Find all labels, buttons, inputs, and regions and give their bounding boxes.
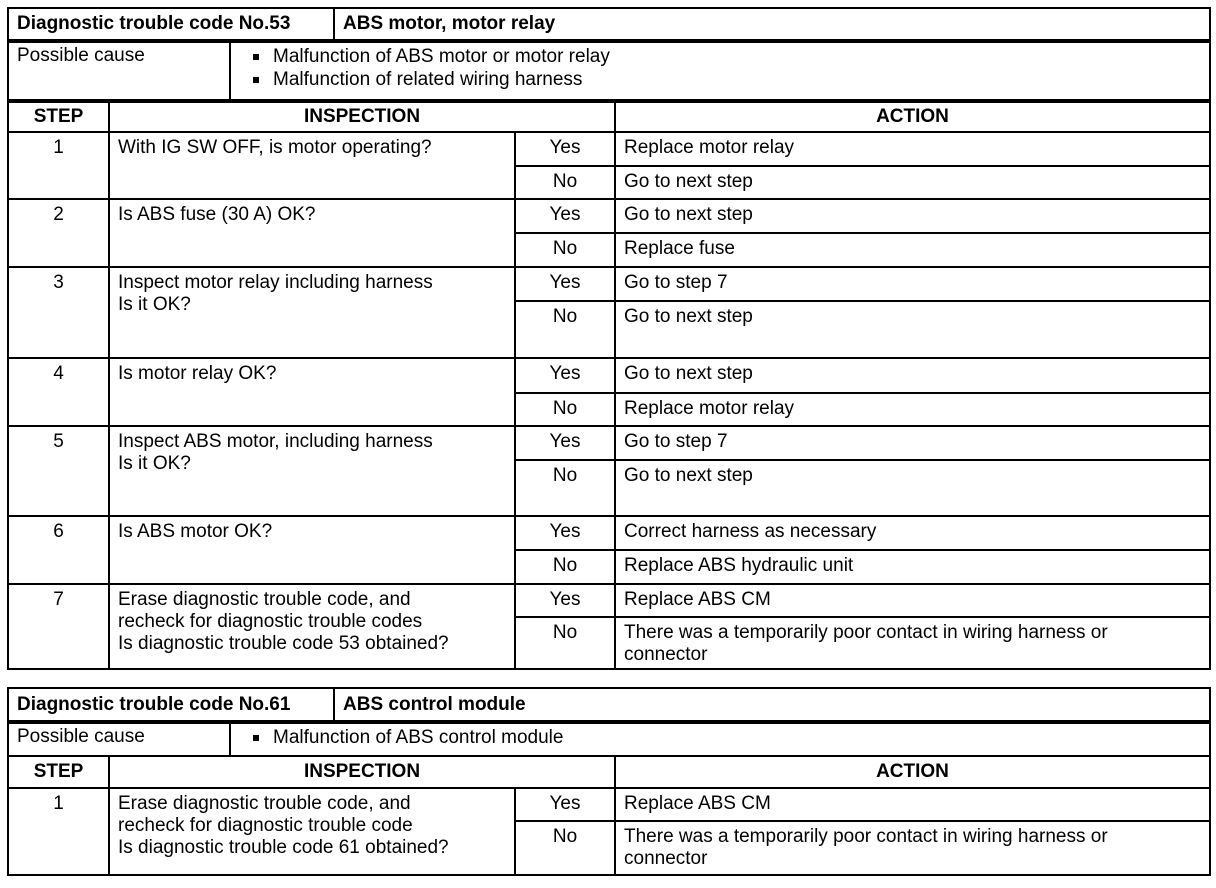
dtc53-cause-table — [7, 41, 1211, 101]
yes-label: Yes — [515, 199, 615, 233]
no-action: There was a temporarily poor contact in wiring harness or connector — [615, 617, 1210, 669]
yes-label: Yes — [515, 788, 615, 821]
dtc53-cause-list — [230, 42, 1210, 100]
yes-action: Replace motor relay — [615, 132, 1210, 166]
inspection-column-header: INSPECTION — [109, 756, 615, 788]
dtc53-header-table — [7, 7, 1211, 41]
yes-action: Go to step 7 — [615, 426, 1210, 460]
dtc53-name: ABS motor, motor relay — [334, 8, 1210, 40]
inspection-text: With IG SW OFF, is motor operating? — [109, 132, 515, 199]
yes-action: Correct harness as necessary — [615, 516, 1210, 550]
step-number: 3 — [8, 267, 109, 358]
dtc61-cause-table — [7, 722, 1211, 757]
yes-label: Yes — [515, 426, 615, 460]
no-action: Replace motor relay — [615, 393, 1210, 426]
dtc53-steps-table — [7, 101, 1211, 670]
yes-action: Replace ABS CM — [615, 788, 1210, 821]
dtc53-cause-item: Malfunction of related wiring harness — [253, 68, 1209, 91]
yes-action: Go to next step — [615, 358, 1210, 393]
yes-label: Yes — [515, 358, 615, 393]
yes-label: Yes — [515, 516, 615, 550]
no-label: No — [515, 233, 615, 267]
no-label: No — [515, 393, 615, 426]
step-number: 5 — [8, 426, 109, 516]
dtc61-name: ABS control module — [334, 688, 1210, 721]
no-label: No — [515, 617, 615, 669]
no-action: Go to next step — [615, 166, 1210, 199]
dtc53-possible-cause-label: Possible cause — [8, 42, 230, 100]
no-action: Replace fuse — [615, 233, 1210, 267]
no-label: No — [515, 821, 615, 875]
no-label: No — [515, 166, 615, 199]
step-number: 1 — [8, 788, 109, 875]
step-number: 7 — [8, 584, 109, 669]
step-number: 4 — [8, 358, 109, 426]
inspection-text: Inspect motor relay including harness Is it OK? — [109, 267, 515, 358]
inspection-column-header: INSPECTION — [109, 102, 615, 132]
no-action: Go to next step — [615, 301, 1210, 358]
step-number: 6 — [8, 516, 109, 584]
dtc61-cause-item: Malfunction of ABS control module — [253, 726, 1209, 749]
inspection-text: Inspect ABS motor, including harness Is it OK? — [109, 426, 515, 516]
dtc61-possible-cause-label: Possible cause — [8, 723, 230, 756]
no-action: Go to next step — [615, 460, 1210, 516]
no-action: There was a temporarily poor contact in wiring harness or connector — [615, 821, 1210, 875]
yes-action: Replace ABS CM — [615, 584, 1210, 617]
dtc61-cause-list — [230, 723, 1210, 756]
step-column-header: STEP — [8, 756, 109, 788]
yes-label: Yes — [515, 267, 615, 301]
dtc53-cause-item: Malfunction of ABS motor or motor relay — [253, 45, 1209, 68]
step-number: 2 — [8, 199, 109, 267]
yes-label: Yes — [515, 132, 615, 166]
no-label: No — [515, 301, 615, 358]
inspection-text: Erase diagnostic trouble code, and recheck for diagnostic trouble code Is diagnostic trouble code 61 obtained? — [109, 788, 515, 875]
dtc61-header-table — [7, 687, 1211, 722]
dtc53-code: Diagnostic trouble code No.53 — [8, 8, 334, 40]
yes-action: Go to next step — [615, 199, 1210, 233]
step-number: 1 — [8, 132, 109, 199]
inspection-text: Erase diagnostic trouble code, and recheck for diagnostic trouble codes Is diagnostic trouble code 53 obtained? — [109, 584, 515, 669]
no-action: Replace ABS hydraulic unit — [615, 550, 1210, 584]
action-column-header: ACTION — [615, 102, 1210, 132]
inspection-text: Is motor relay OK? — [109, 358, 515, 426]
action-column-header: ACTION — [615, 756, 1210, 788]
no-label: No — [515, 460, 615, 516]
inspection-text: Is ABS fuse (30 A) OK? — [109, 199, 515, 267]
yes-action: Go to step 7 — [615, 267, 1210, 301]
yes-label: Yes — [515, 584, 615, 617]
no-label: No — [515, 550, 615, 584]
dtc61-code: Diagnostic trouble code No.61 — [8, 688, 334, 721]
step-column-header: STEP — [8, 102, 109, 132]
dtc61-steps-table — [7, 755, 1211, 876]
inspection-text: Is ABS motor OK? — [109, 516, 515, 584]
